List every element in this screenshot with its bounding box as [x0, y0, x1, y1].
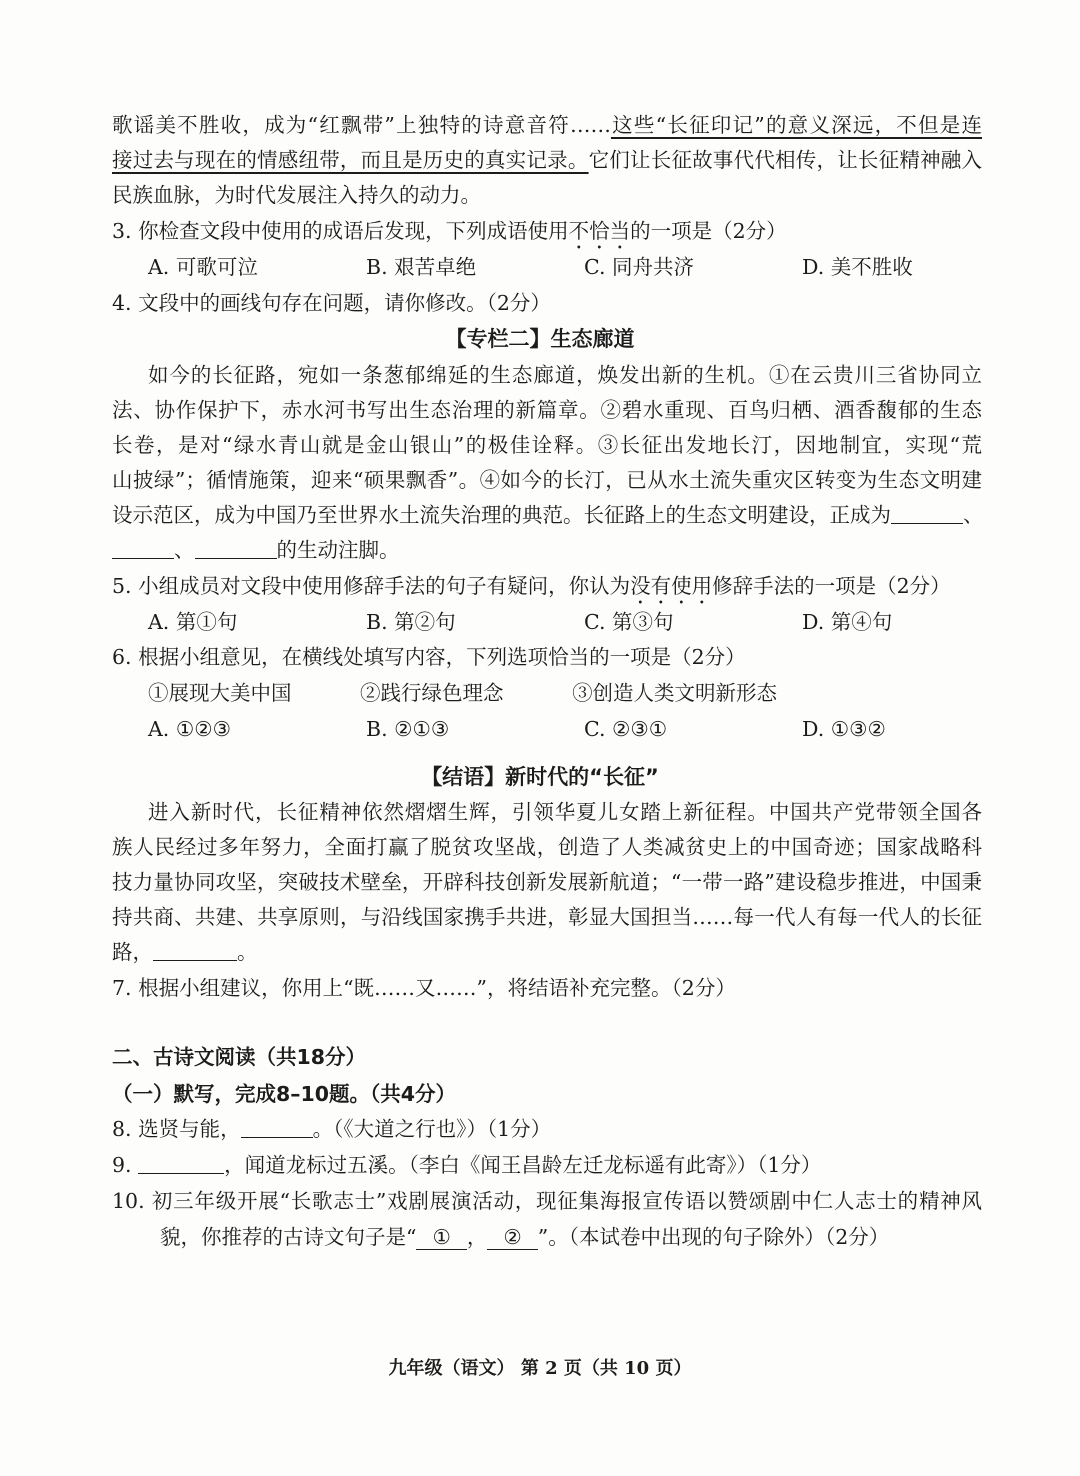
- fill-blank[interactable]: [241, 1115, 313, 1138]
- question-3-options: [148, 250, 1018, 284]
- question-5-options: [148, 605, 1018, 639]
- column-2-line-2: 法、协作保护下，赤水河书写出生态治理的新篇章。②碧水重现、百鸟归栖、酒香馥郁的生态: [112, 398, 982, 422]
- answer-blank-1[interactable]: ①: [416, 1225, 466, 1250]
- underlined-sentence: 这些“长征印记”的意义深远，不但是连: [610, 113, 982, 137]
- option-a[interactable]: A. 可歌可泣: [148, 255, 258, 279]
- option-d[interactable]: D. 美不胜收: [802, 255, 913, 279]
- conclusion-line-3: 技力量协同攻坚，突破技术壁垒，开辟科技创新发展新航道；“一带一路”建设稳步推进，中国秉: [112, 870, 982, 894]
- underlined-sentence: 接过去与现在的情感纽带，而且是历史的真实记录。: [112, 148, 589, 172]
- fill-blank[interactable]: [112, 536, 174, 559]
- intro-line-1: 歌谣美不胜收，成为“红飘带”上独特的诗意音符……这些“长征印记”的意义深远，不但是连: [112, 113, 982, 137]
- option-b[interactable]: B. 第②句: [366, 610, 456, 634]
- option-b[interactable]: B. 艰苦卓绝: [366, 255, 477, 279]
- intro-line-2: 接过去与现在的情感纽带，而且是历史的真实记录。它们让长征故事代代相传，让长征精神融入: [112, 148, 983, 172]
- column-2-title: 【专栏二】生态廊道: [445, 327, 635, 351]
- item-1: ①展现大美中国: [148, 681, 292, 705]
- fill-blank[interactable]: [153, 938, 237, 961]
- question-10-line-2: 貌，你推荐的古诗文句子是“ ① ， ② ”。（本试卷中出现的句子除外）（2分）: [160, 1225, 890, 1249]
- option-a[interactable]: A. ①②③: [148, 717, 231, 741]
- column-2-line-1: 如今的长征路，宛如一条葱郁绵延的生态廊道，焕发出新的生机。①在云贵川三省协同立: [148, 363, 982, 387]
- option-d[interactable]: D. ①③②: [802, 717, 886, 741]
- option-c[interactable]: C. ②③①: [584, 717, 668, 741]
- option-d[interactable]: D. 第④句: [802, 610, 893, 634]
- question-5: 5. 小组成员对文段中使用修辞手法的句子有疑问，你认为没有使用修辞手法的一项是（2分）: [112, 574, 951, 598]
- question-3: 3. 你检查文段中使用的成语后发现，下列成语使用不恰当的一项是（2分）: [112, 219, 787, 243]
- fill-blank[interactable]: [195, 536, 277, 559]
- option-c[interactable]: C. 同舟共济: [584, 255, 694, 279]
- column-2-line-4: 山披绿”；循情施策，迎来“硕果飘香”。④如今的长汀，已从水土流失重灾区转变为生态文明建: [112, 468, 982, 492]
- question-10-line-1: 10. 初三年级开展“长歌志士”戏剧展演活动，现征集海报宣传语以赞颂剧中仁人志士的精神风: [112, 1189, 982, 1213]
- question-4: 4. 文段中的画线句存在问题，请你修改。（2分）: [112, 291, 551, 315]
- conclusion-line-2: 族人民经过多年努力，全面打赢了脱贫攻坚战，创造了人类减贫史上的中国奇迹；国家战略科: [112, 835, 982, 859]
- question-9: 9. ，闻道龙标过五溪。（李白《闻王昌龄左迁龙标遥有此寄》）（1分）: [112, 1153, 822, 1177]
- question-6: 6. 根据小组意见，在横线处填写内容，下列选项恰当的一项是（2分）: [112, 645, 746, 669]
- answer-blank-2[interactable]: ②: [487, 1225, 537, 1250]
- option-b[interactable]: B. ②①③: [366, 717, 450, 741]
- column-2-line-6: 、 的生动注脚。: [112, 533, 982, 567]
- conclusion-title: 【结语】新时代的“长征”: [421, 765, 659, 789]
- conclusion-line-4: 持共商、共建、共享原则，与沿线国家携手共进，彰显大国担当……每一代人有每一代人的长征: [112, 905, 982, 929]
- item-3: ③创造人类文明新形态: [572, 681, 778, 705]
- item-2: ②践行绿色理念: [360, 681, 504, 705]
- question-6-items: [148, 676, 1018, 710]
- column-2-line-5: 设示范区，成为中国乃至世界水土流失治理的典范。长征路上的生态文明建设，正成为 、: [112, 503, 984, 527]
- option-c[interactable]: C. 第③句: [584, 610, 674, 634]
- question-7: 7. 根据小组建议，你用上“既……又……”，将结语补充完整。（2分）: [112, 976, 736, 1000]
- section-2-subtitle: （一）默写，完成8–10题。（共4分）: [112, 1082, 457, 1106]
- section-2-title: 二、古诗文阅读（共18分）: [112, 1045, 367, 1069]
- option-a[interactable]: A. 第①句: [148, 610, 238, 634]
- question-8: 8. 选贤与能， 。（《大道之行也》）（1分）: [112, 1117, 552, 1141]
- column-2-line-3: 长卷，是对“绿水青山就是金山银山”的极佳诠释。③长征出发地长汀，因地制宜，实现“荒: [112, 433, 982, 457]
- conclusion-line-5: 路， 。: [112, 940, 258, 964]
- question-6-options: [148, 712, 1018, 746]
- intro-line-3: 民族血脉，为时代发展注入持久的动力。: [112, 183, 481, 207]
- page-footer: 九年级（语文） 第 2 页（共 10 页）: [388, 1358, 692, 1379]
- fill-blank[interactable]: [891, 501, 963, 524]
- conclusion-line-1: 进入新时代，长征精神依然熠熠生辉，引领华夏儿女踏上新征程。中国共产党带领全国各: [148, 800, 982, 824]
- fill-blank[interactable]: [138, 1151, 224, 1174]
